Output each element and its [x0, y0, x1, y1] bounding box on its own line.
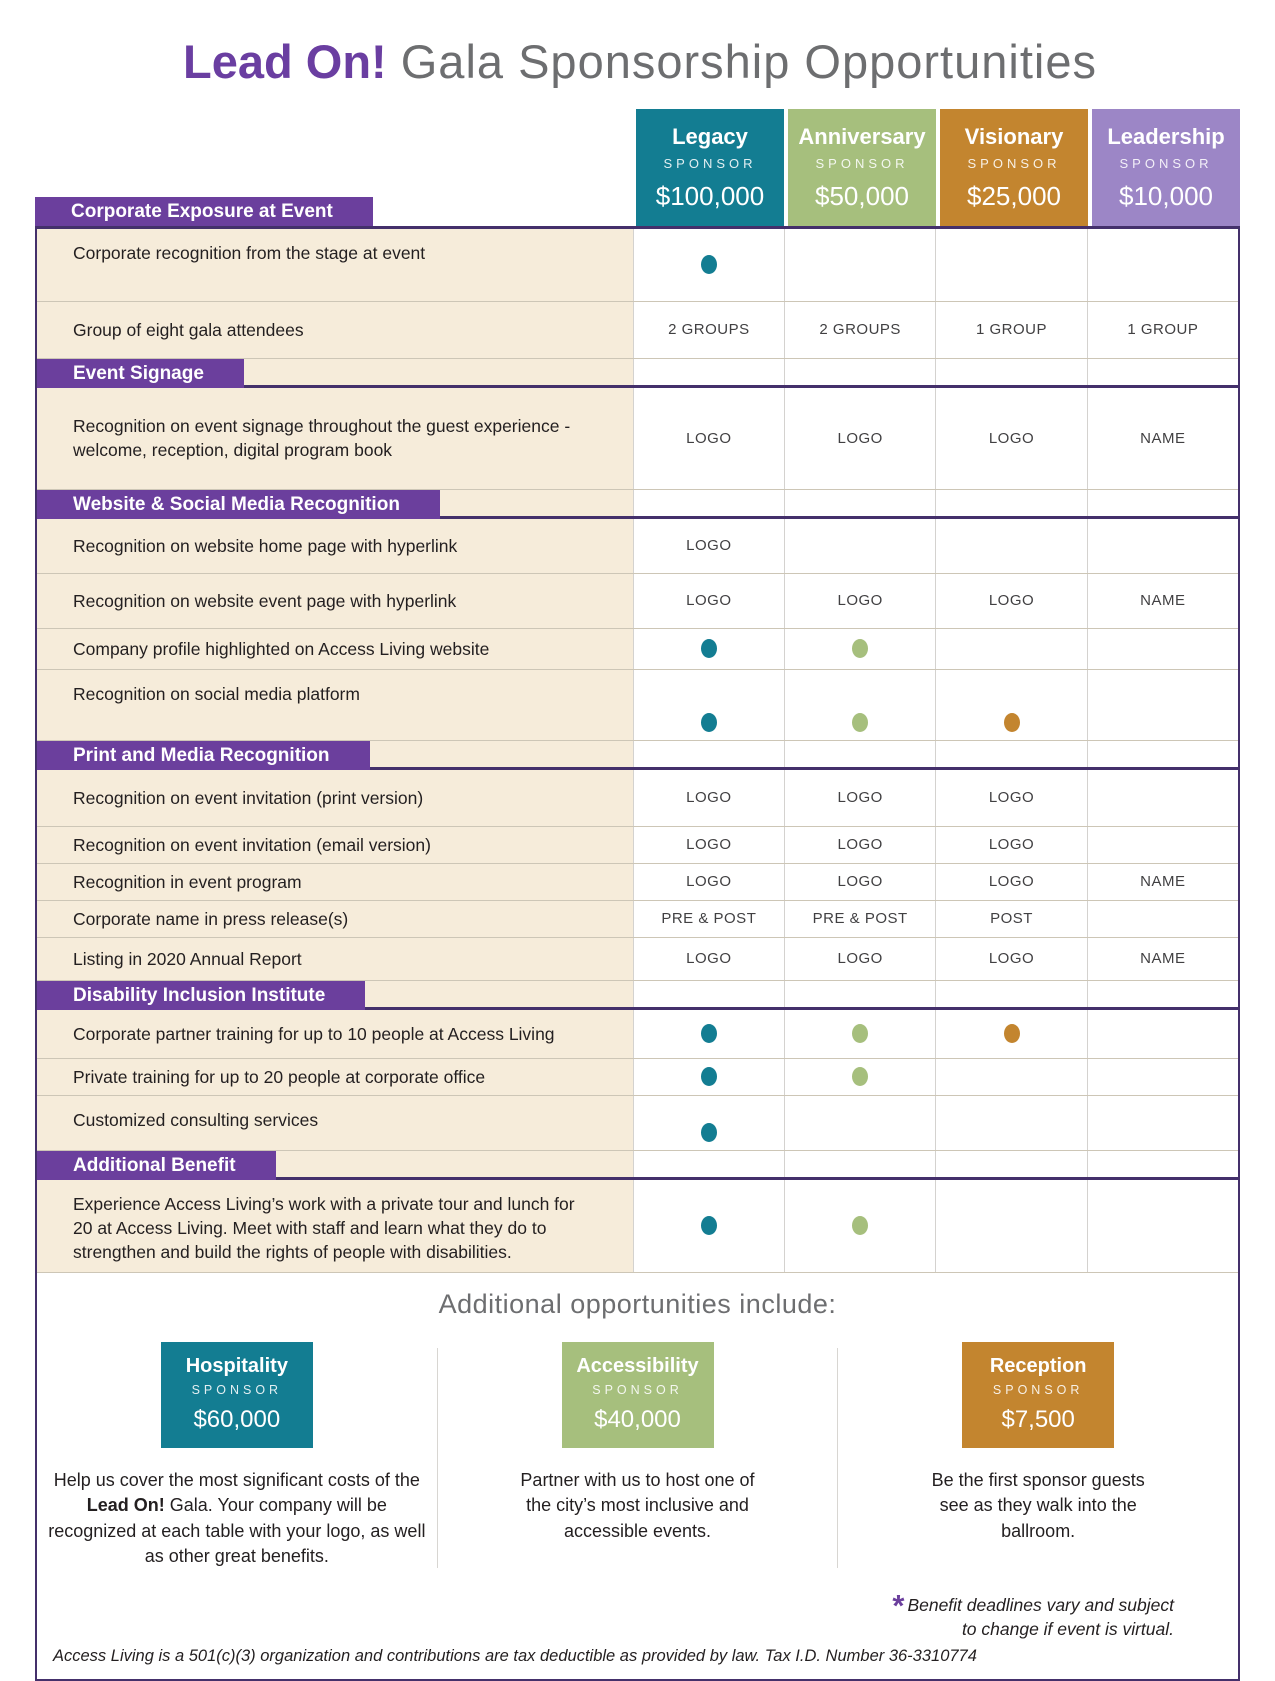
value-cell	[784, 229, 935, 301]
benefit-row	[37, 1096, 1238, 1151]
row-label: Customized consulting services	[37, 1096, 633, 1150]
opportunity-sponsor-label: SPONSOR	[592, 1382, 683, 1397]
section-header-row	[37, 490, 1238, 519]
value-cell: LOGO	[784, 574, 935, 628]
value-cell	[1087, 490, 1238, 516]
opportunity-block	[962, 1342, 1114, 1448]
dot-icon	[852, 639, 868, 658]
title-rest: Gala Sponsorship Opportunities	[386, 35, 1097, 88]
row-label: Recognition on website home page with hyperlink	[37, 519, 633, 573]
benefit-row	[37, 901, 1238, 938]
value-cell	[1087, 629, 1238, 669]
section-header-row	[37, 1151, 1238, 1180]
value-cell	[633, 670, 784, 740]
tier-block-visionary	[940, 109, 1088, 226]
description-bold-text: Lead On!	[86, 1495, 165, 1516]
content-box	[35, 226, 1240, 1681]
value-cell	[1087, 827, 1238, 863]
value-cell	[935, 981, 1086, 1007]
tier-price: $50,000	[815, 180, 909, 211]
value-cell	[935, 229, 1086, 301]
tier-sponsor-label: SPONSOR	[815, 155, 909, 171]
tier-sponsor-label: SPONSOR	[1119, 155, 1213, 171]
value-cell	[1087, 670, 1238, 740]
value-cell	[935, 490, 1086, 516]
opportunity-block	[161, 1342, 313, 1448]
value-cell	[633, 1096, 784, 1150]
value-cell: LOGO	[633, 388, 784, 489]
row-label: Private training for up to 20 people at corporate office	[37, 1059, 633, 1095]
description-text: Partner with us to host one of the city’s most inclusive and accessible events.	[520, 1469, 755, 1541]
dot-icon	[701, 713, 717, 732]
value-cell	[784, 490, 935, 516]
tier-block-legacy	[636, 109, 784, 226]
dot-icon	[701, 1216, 717, 1235]
opportunity-block	[562, 1342, 714, 1448]
section-header-row	[37, 359, 1238, 388]
tier-header-area	[35, 109, 1240, 226]
opportunity-name: Reception	[989, 1354, 1087, 1377]
value-cell	[935, 1059, 1086, 1095]
opportunity-name: Accessibility	[576, 1354, 699, 1377]
value-cell	[1087, 1059, 1238, 1095]
dot-icon	[1004, 713, 1020, 732]
value-cell	[633, 629, 784, 669]
value-cell: LOGO	[633, 938, 784, 980]
dot-icon	[852, 1024, 868, 1043]
first-section-bar: Corporate Exposure at Event	[35, 197, 373, 226]
value-cell	[935, 741, 1086, 767]
value-cell: LOGO	[784, 864, 935, 900]
value-cell	[1087, 1151, 1238, 1177]
dot-icon	[852, 1216, 868, 1235]
value-cell	[1087, 901, 1238, 937]
benefit-row	[37, 388, 1238, 490]
page-content	[35, 0, 1240, 1681]
value-cell	[784, 1010, 935, 1058]
dot-icon	[852, 713, 868, 732]
value-cell: NAME	[1087, 574, 1238, 628]
benefit-row	[37, 770, 1238, 827]
section-header-row	[37, 981, 1238, 1010]
value-cell	[784, 670, 935, 740]
value-cell	[1087, 359, 1238, 385]
value-cell	[935, 359, 1086, 385]
row-label: Recognition on event invitation (print version)	[37, 770, 633, 826]
opportunity-column-hospitality	[37, 1342, 437, 1570]
value-cell: LOGO	[935, 770, 1086, 826]
value-cell	[1087, 1096, 1238, 1150]
value-cell: NAME	[1087, 938, 1238, 980]
additional-columns	[37, 1342, 1238, 1570]
value-cell	[784, 981, 935, 1007]
value-cell	[935, 1180, 1086, 1272]
deadline-note	[874, 1587, 1174, 1641]
value-cell: 2 GROUPS	[633, 302, 784, 358]
value-cell: NAME	[1087, 864, 1238, 900]
asterisk-icon: *	[892, 1587, 905, 1623]
value-cell	[784, 1180, 935, 1272]
page-title	[183, 36, 1240, 88]
opportunity-name: Hospitality	[185, 1354, 288, 1377]
value-cell	[784, 741, 935, 767]
title-lead: Lead On!	[183, 35, 387, 88]
benefit-row	[37, 1180, 1238, 1273]
deadline-note-text: Benefit deadlines vary and subject to change if event is virtual.	[907, 1594, 1174, 1639]
opportunity-column-accessibility	[438, 1342, 838, 1570]
value-cell: PRE & POST	[633, 901, 784, 937]
value-cell	[1087, 770, 1238, 826]
opportunity-sponsor-label: SPONSOR	[992, 1382, 1084, 1397]
row-label: Listing in 2020 Annual Report	[37, 938, 633, 980]
value-cell: LOGO	[935, 574, 1086, 628]
row-label: Recognition on social media platform	[37, 670, 633, 740]
value-cell	[935, 519, 1086, 573]
opportunity-description	[43, 1468, 431, 1570]
value-cell	[784, 1059, 935, 1095]
value-cell	[633, 490, 784, 516]
benefit-row	[37, 302, 1238, 359]
value-cell	[633, 229, 784, 301]
value-cell	[935, 1151, 1086, 1177]
value-cell: 1 GROUP	[935, 302, 1086, 358]
dot-icon	[1004, 1024, 1020, 1043]
opportunity-description	[507, 1468, 769, 1545]
tier-name: Legacy	[672, 123, 748, 149]
value-cell	[784, 1151, 935, 1177]
value-cell	[633, 981, 784, 1007]
benefit-row	[37, 864, 1238, 901]
row-label: Recognition on website event page with hyperlink	[37, 574, 633, 628]
dot-icon	[701, 639, 717, 658]
row-label: Recognition on event signage throughout the guest experience - welcome, reception, digital program book	[37, 388, 633, 489]
tier-price: $10,000	[1119, 180, 1213, 211]
value-cell	[633, 359, 784, 385]
value-cell	[633, 1151, 784, 1177]
value-cell	[1087, 519, 1238, 573]
tier-sponsor-label: SPONSOR	[663, 155, 757, 171]
value-cell: POST	[935, 901, 1086, 937]
additional-opportunities	[37, 1273, 1238, 1679]
value-cell: LOGO	[784, 388, 935, 489]
section-title-bar: Website & Social Media Recognition	[37, 490, 440, 519]
section-header-row	[37, 741, 1238, 770]
row-label: Recognition in event program	[37, 864, 633, 900]
value-cell: LOGO	[633, 519, 784, 573]
tax-note: Access Living is a 501(c)(3) organization and contributions are tax deductible as provided by law. Tax I.D. Number 36-3310774	[53, 1647, 977, 1666]
tier-name: Anniversary	[798, 123, 926, 149]
opportunity-description	[922, 1468, 1154, 1545]
benefit-row	[37, 827, 1238, 864]
tier-header-row	[636, 109, 1240, 226]
benefit-row	[37, 519, 1238, 574]
tier-name: Leadership	[1107, 123, 1225, 149]
row-label: Group of eight gala attendees	[37, 302, 633, 358]
tier-price: $100,000	[655, 180, 765, 211]
tier-block-anniversary	[788, 109, 936, 226]
value-cell	[784, 519, 935, 573]
dot-icon	[852, 1067, 868, 1086]
benefit-row	[37, 938, 1238, 981]
value-cell: LOGO	[633, 574, 784, 628]
benefit-row	[37, 670, 1238, 741]
value-cell	[935, 1096, 1086, 1150]
value-cell	[935, 629, 1086, 669]
value-cell: LOGO	[784, 827, 935, 863]
value-cell	[1087, 741, 1238, 767]
value-cell: 2 GROUPS	[784, 302, 935, 358]
row-label: Corporate name in press release(s)	[37, 901, 633, 937]
description-text: Be the first sponsor guests see as they walk into the ballroom.	[931, 1469, 1145, 1541]
benefit-row	[37, 229, 1238, 302]
section-title-bar: Additional Benefit	[37, 1151, 276, 1180]
value-cell: LOGO	[935, 938, 1086, 980]
benefits-table	[37, 229, 1238, 1273]
row-label: Corporate recognition from the stage at event	[37, 229, 633, 301]
value-cell: LOGO	[633, 770, 784, 826]
value-cell: PRE & POST	[784, 901, 935, 937]
value-cell	[1087, 1010, 1238, 1058]
value-cell: NAME	[1087, 388, 1238, 489]
benefit-row	[37, 629, 1238, 670]
tier-price: $25,000	[967, 180, 1061, 211]
row-label: Experience Access Living’s work with a private tour and lunch for 20 at Access Living. Meet with staff and learn what they do to strengthen and build the rights of people with disabilities.	[37, 1180, 633, 1272]
dot-icon	[701, 255, 717, 274]
value-cell: LOGO	[935, 388, 1086, 489]
additional-heading: Additional opportunities include:	[438, 1288, 837, 1319]
benefit-row	[37, 1059, 1238, 1096]
value-cell	[935, 670, 1086, 740]
row-label: Company profile highlighted on Access Living website	[37, 629, 633, 669]
value-cell	[1087, 229, 1238, 301]
row-label: Corporate partner training for up to 10 people at Access Living	[37, 1010, 633, 1058]
value-cell: LOGO	[784, 770, 935, 826]
value-cell: LOGO	[633, 827, 784, 863]
value-cell: LOGO	[633, 864, 784, 900]
benefit-row	[37, 574, 1238, 629]
value-cell	[633, 1180, 784, 1272]
section-title-bar: Disability Inclusion Institute	[37, 981, 365, 1010]
opportunity-price: $7,500	[1001, 1405, 1075, 1433]
value-cell	[633, 1059, 784, 1095]
dot-icon	[701, 1123, 717, 1142]
value-cell	[1087, 1180, 1238, 1272]
opportunity-column-reception	[838, 1342, 1238, 1570]
description-text: Gala. Your company will be recognized at each table with your logo, as well as other great benefits.	[48, 1495, 426, 1567]
benefit-row	[37, 1010, 1238, 1059]
opportunity-price: $40,000	[594, 1405, 681, 1433]
value-cell	[784, 1096, 935, 1150]
tier-sponsor-label: SPONSOR	[967, 155, 1061, 171]
section-title-bar: Event Signage	[37, 359, 244, 388]
value-cell: LOGO	[935, 864, 1086, 900]
dot-icon	[701, 1067, 717, 1086]
value-cell	[1087, 981, 1238, 1007]
value-cell: LOGO	[935, 827, 1086, 863]
row-label: Recognition on event invitation (email version)	[37, 827, 633, 863]
value-cell: 1 GROUP	[1087, 302, 1238, 358]
tier-name: Visionary	[964, 123, 1064, 149]
value-cell: LOGO	[784, 938, 935, 980]
value-cell	[784, 629, 935, 669]
opportunity-price: $60,000	[193, 1405, 281, 1433]
dot-icon	[701, 1024, 717, 1043]
value-cell	[784, 359, 935, 385]
value-cell	[633, 1010, 784, 1058]
value-cell	[935, 1010, 1086, 1058]
section-title-bar: Print and Media Recognition	[37, 741, 370, 770]
opportunity-sponsor-label: SPONSOR	[191, 1382, 283, 1397]
value-cell	[633, 741, 784, 767]
description-text: Help us cover the most significant costs of the	[53, 1469, 420, 1490]
tier-block-leadership	[1092, 109, 1240, 226]
